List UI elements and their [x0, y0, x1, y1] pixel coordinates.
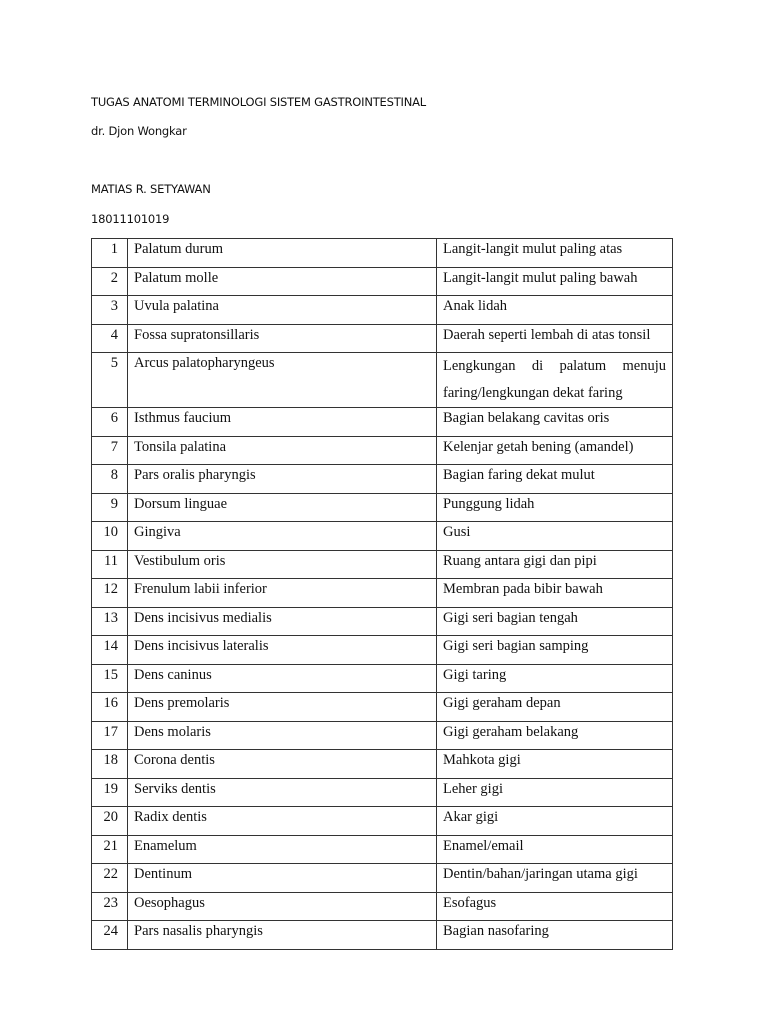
- document-title: TUGAS ANATOMI TERMINOLOGI SISTEM GASTROINTESTINAL: [91, 95, 427, 109]
- term-meaning: Bagian belakang cavitas oris: [437, 408, 673, 437]
- row-number: 13: [92, 607, 128, 636]
- anatomical-term: Palatum molle: [128, 267, 437, 296]
- table-row: [92, 835, 673, 864]
- term-meaning: Membran pada bibir bawah: [437, 579, 673, 608]
- row-number: 14: [92, 636, 128, 665]
- anatomical-term: Fossa supratonsillaris: [128, 324, 437, 353]
- anatomical-term: Gingiva: [128, 522, 437, 551]
- table-row: [92, 664, 673, 693]
- term-meaning: Gigi seri bagian tengah: [437, 607, 673, 636]
- anatomical-term: Dens incisivus medialis: [128, 607, 437, 636]
- table-row: [92, 721, 673, 750]
- row-number: 17: [92, 721, 128, 750]
- anatomical-term: Tonsila palatina: [128, 436, 437, 465]
- row-number: 2: [92, 267, 128, 296]
- table-row: [92, 267, 673, 296]
- term-meaning: Esofagus: [437, 892, 673, 921]
- anatomical-term: Enamelum: [128, 835, 437, 864]
- row-number: 21: [92, 835, 128, 864]
- table-row: [92, 750, 673, 779]
- term-meaning: Gigi geraham belakang: [437, 721, 673, 750]
- term-meaning: Dentin/bahan/jaringan utama gigi: [437, 864, 673, 893]
- anatomical-term: Frenulum labii inferior: [128, 579, 437, 608]
- row-number: 12: [92, 579, 128, 608]
- term-meaning: Gusi: [437, 522, 673, 551]
- table-row: [92, 864, 673, 893]
- table-row: [92, 807, 673, 836]
- term-meaning: Daerah seperti lembah di atas tonsil: [437, 324, 673, 353]
- anatomical-term: Dens incisivus lateralis: [128, 636, 437, 665]
- row-number: 19: [92, 778, 128, 807]
- term-meaning: Bagian faring dekat mulut: [437, 465, 673, 494]
- row-number: 9: [92, 493, 128, 522]
- row-number: 10: [92, 522, 128, 551]
- table-row: [92, 693, 673, 722]
- term-meaning: Gigi taring: [437, 664, 673, 693]
- row-number: 5: [92, 353, 128, 408]
- row-number: 6: [92, 408, 128, 437]
- term-meaning: Akar gigi: [437, 807, 673, 836]
- terminology-table: [91, 238, 673, 950]
- term-meaning: Langit-langit mulut paling atas: [437, 239, 673, 268]
- term-meaning: Gigi seri bagian samping: [437, 636, 673, 665]
- row-number: 18: [92, 750, 128, 779]
- row-number: 8: [92, 465, 128, 494]
- anatomical-term: Dorsum linguae: [128, 493, 437, 522]
- term-meaning: Ruang antara gigi dan pipi: [437, 550, 673, 579]
- term-meaning: Kelenjar getah bening (amandel): [437, 436, 673, 465]
- table-row: [92, 353, 673, 408]
- author-name: dr. Djon Wongkar: [91, 124, 187, 138]
- row-number: 15: [92, 664, 128, 693]
- table-row: [92, 778, 673, 807]
- table-row: [92, 239, 673, 268]
- table-row: [92, 408, 673, 437]
- anatomical-term: Radix dentis: [128, 807, 437, 836]
- table-row: [92, 296, 673, 325]
- term-meaning: Leher gigi: [437, 778, 673, 807]
- row-number: 1: [92, 239, 128, 268]
- anatomical-term: Pars nasalis pharyngis: [128, 921, 437, 950]
- term-meaning: Lengkungan di palatum menuju faring/lengkungan dekat faring: [437, 353, 673, 408]
- term-meaning: Punggung lidah: [437, 493, 673, 522]
- table-row: [92, 607, 673, 636]
- term-meaning: Enamel/email: [437, 835, 673, 864]
- anatomical-term: Palatum durum: [128, 239, 437, 268]
- anatomical-term: Arcus palatopharyngeus: [128, 353, 437, 408]
- table-row: [92, 892, 673, 921]
- anatomical-term: Serviks dentis: [128, 778, 437, 807]
- term-meaning: Mahkota gigi: [437, 750, 673, 779]
- term-meaning: Gigi geraham depan: [437, 693, 673, 722]
- terminology-table-body: [92, 239, 673, 950]
- anatomical-term: Vestibulum oris: [128, 550, 437, 579]
- row-number: 23: [92, 892, 128, 921]
- anatomical-term: Isthmus faucium: [128, 408, 437, 437]
- student-name: MATIAS R. SETYAWAN: [91, 182, 211, 196]
- anatomical-term: Corona dentis: [128, 750, 437, 779]
- row-number: 16: [92, 693, 128, 722]
- row-number: 4: [92, 324, 128, 353]
- row-number: 22: [92, 864, 128, 893]
- anatomical-term: Pars oralis pharyngis: [128, 465, 437, 494]
- anatomical-term: Dens molaris: [128, 721, 437, 750]
- anatomical-term: Oesophagus: [128, 892, 437, 921]
- table-row: [92, 579, 673, 608]
- term-meaning: Langit-langit mulut paling bawah: [437, 267, 673, 296]
- term-meaning: Anak lidah: [437, 296, 673, 325]
- anatomical-term: Dentinum: [128, 864, 437, 893]
- table-row: [92, 465, 673, 494]
- table-row: [92, 493, 673, 522]
- table-row: [92, 522, 673, 551]
- table-row: [92, 921, 673, 950]
- row-number: 7: [92, 436, 128, 465]
- row-number: 11: [92, 550, 128, 579]
- row-number: 20: [92, 807, 128, 836]
- anatomical-term: Dens premolaris: [128, 693, 437, 722]
- row-number: 24: [92, 921, 128, 950]
- term-meaning: Bagian nasofaring: [437, 921, 673, 950]
- table-row: [92, 436, 673, 465]
- row-number: 3: [92, 296, 128, 325]
- student-id: 18011101019: [91, 212, 170, 226]
- table-row: [92, 636, 673, 665]
- table-row: [92, 550, 673, 579]
- anatomical-term: Dens caninus: [128, 664, 437, 693]
- table-row: [92, 324, 673, 353]
- anatomical-term: Uvula palatina: [128, 296, 437, 325]
